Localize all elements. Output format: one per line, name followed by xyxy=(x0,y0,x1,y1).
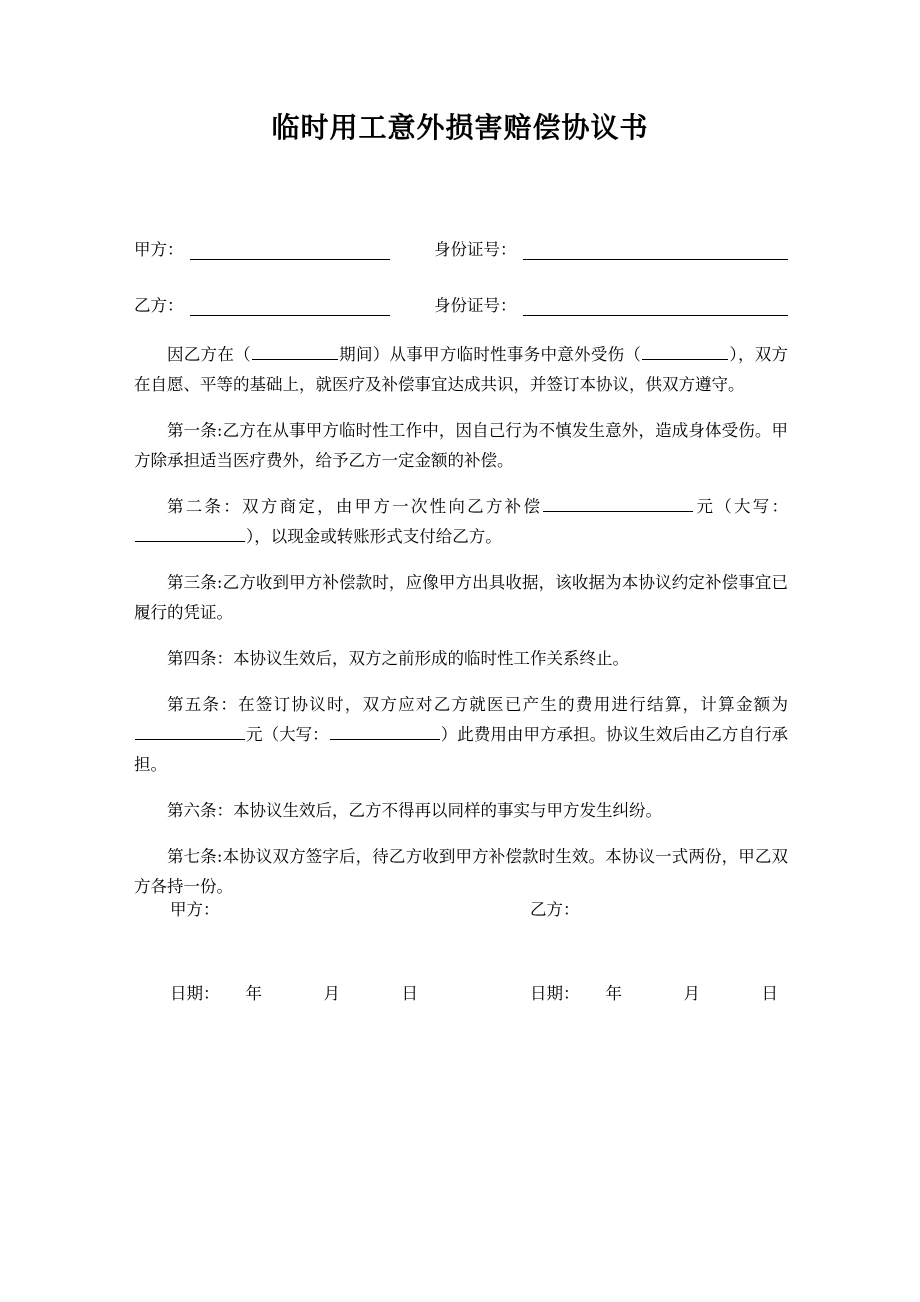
party-a-field xyxy=(134,239,434,260)
article-2-amount-words-blank[interactable] xyxy=(135,524,245,542)
signature-party-b-label: 乙方： xyxy=(530,900,580,919)
party-row-a xyxy=(134,228,788,260)
article-3-text: 乙方收到甲方补偿款时，应像甲方出具收据，该收据为本协议约定补偿事宜已履行的凭证。 xyxy=(134,573,789,622)
page-title: 临时用工意外损害赔偿协议书 xyxy=(271,111,649,144)
party-b-id-label: 身份证号： xyxy=(434,295,517,315)
article-3 xyxy=(134,568,788,628)
signature-date-a xyxy=(134,979,530,1009)
article-5-seg-2: 元（大写： xyxy=(246,725,329,744)
date-a-month-unit: 月 xyxy=(323,984,340,1003)
preamble-period-blank[interactable] xyxy=(252,342,338,360)
date-b-day-unit: 日 xyxy=(761,984,778,1003)
date-b-label: 日期： xyxy=(530,984,580,1003)
date-a-day-unit: 日 xyxy=(401,984,418,1003)
party-b-input[interactable] xyxy=(190,298,390,316)
party-b-label: 乙方： xyxy=(134,295,184,315)
preamble-seg-2: 期间）从事甲方临时性事务中意外受伤（ xyxy=(338,345,642,364)
article-3-separator: : xyxy=(216,573,223,592)
party-b-id-field xyxy=(434,295,788,316)
article-1-text: 乙方在从事甲方临时性工作中，因自己行为不慎发生意外，造成身体受伤。甲方除承担适当医疗费外，给予乙方一定金额的补偿。 xyxy=(134,421,789,470)
signature-party-a xyxy=(134,895,530,925)
article-7-separator: : xyxy=(216,847,223,866)
party-a-id-field xyxy=(434,239,788,260)
article-3-number: 第三条 xyxy=(167,573,217,592)
article-4-separator: ： xyxy=(216,649,233,668)
article-5-seg-1: 在签订协议时，双方应对乙方就医已产生的费用进行结算，计算金额为 xyxy=(238,695,789,714)
article-6-separator: ： xyxy=(216,801,233,820)
article-1-number: 第一条 xyxy=(167,421,217,440)
article-5-amount-blank[interactable] xyxy=(135,722,245,740)
party-a-input[interactable] xyxy=(190,242,390,260)
party-a-label: 甲方： xyxy=(134,239,184,259)
party-a-id-input[interactable] xyxy=(523,242,789,260)
signature-block xyxy=(134,895,788,1009)
party-a-id-label: 身份证号： xyxy=(434,239,517,259)
signature-date-b xyxy=(530,979,802,1009)
article-1 xyxy=(134,416,788,476)
article-2-seg-3: ），以现金或转账形式支付给乙方。 xyxy=(246,527,502,546)
article-5 xyxy=(134,690,788,780)
article-6 xyxy=(134,796,788,826)
article-2-separator: ： xyxy=(223,497,243,516)
article-5-seg-3: ）此费用由甲方承担。协议生效后由乙方自行承担。 xyxy=(134,725,789,774)
preamble-seg-1: 因乙方在（ xyxy=(167,345,251,364)
signature-dates-row xyxy=(134,979,788,1009)
preamble-paragraph xyxy=(134,340,788,400)
article-5-amount-words-blank[interactable] xyxy=(330,722,440,740)
signature-party-a-label: 甲方： xyxy=(170,900,220,919)
signature-party-b xyxy=(530,895,788,925)
article-2-number: 第二条 xyxy=(167,497,224,516)
article-7-text: 本协议双方签字后，待乙方收到甲方补偿款时生效。本协议一式两份，甲乙双方各持一份。 xyxy=(134,847,789,896)
article-6-number: 第六条 xyxy=(167,801,217,820)
article-4-number: 第四条 xyxy=(167,649,217,668)
date-b-month-unit: 月 xyxy=(683,984,700,1003)
signature-names-row xyxy=(134,895,788,925)
article-2-seg-1: 双方商定，由甲方一次性向乙方补偿 xyxy=(242,497,543,516)
preamble-injury-blank[interactable] xyxy=(642,342,728,360)
article-7-number: 第七条 xyxy=(167,847,217,866)
article-6-text: 本协议生效后，乙方不得再以同样的事实与甲方发生纠纷。 xyxy=(233,801,662,820)
article-2-amount-blank[interactable] xyxy=(543,494,693,512)
document-body xyxy=(134,228,788,918)
party-b-field xyxy=(134,295,434,316)
article-4 xyxy=(134,644,788,674)
article-1-separator: : xyxy=(216,421,223,440)
article-5-separator: ： xyxy=(220,695,239,714)
date-b-year-unit: 年 xyxy=(605,984,622,1003)
article-2-seg-2: 元（大写： xyxy=(694,497,789,516)
date-a-label: 日期： xyxy=(170,984,220,1003)
date-a-year-unit: 年 xyxy=(245,984,262,1003)
article-2 xyxy=(134,492,788,552)
article-7 xyxy=(134,842,788,902)
article-5-number: 第五条 xyxy=(167,695,221,714)
article-4-text: 本协议生效后，双方之前形成的临时性工作关系终止。 xyxy=(233,649,629,668)
party-b-id-input[interactable] xyxy=(523,298,789,316)
preamble-seg-3: ），双方在自愿、平等的基础上，就医疗及补偿事宜达成共识，并签订本协议，供双方遵守。 xyxy=(134,345,789,394)
party-row-b xyxy=(134,284,788,316)
